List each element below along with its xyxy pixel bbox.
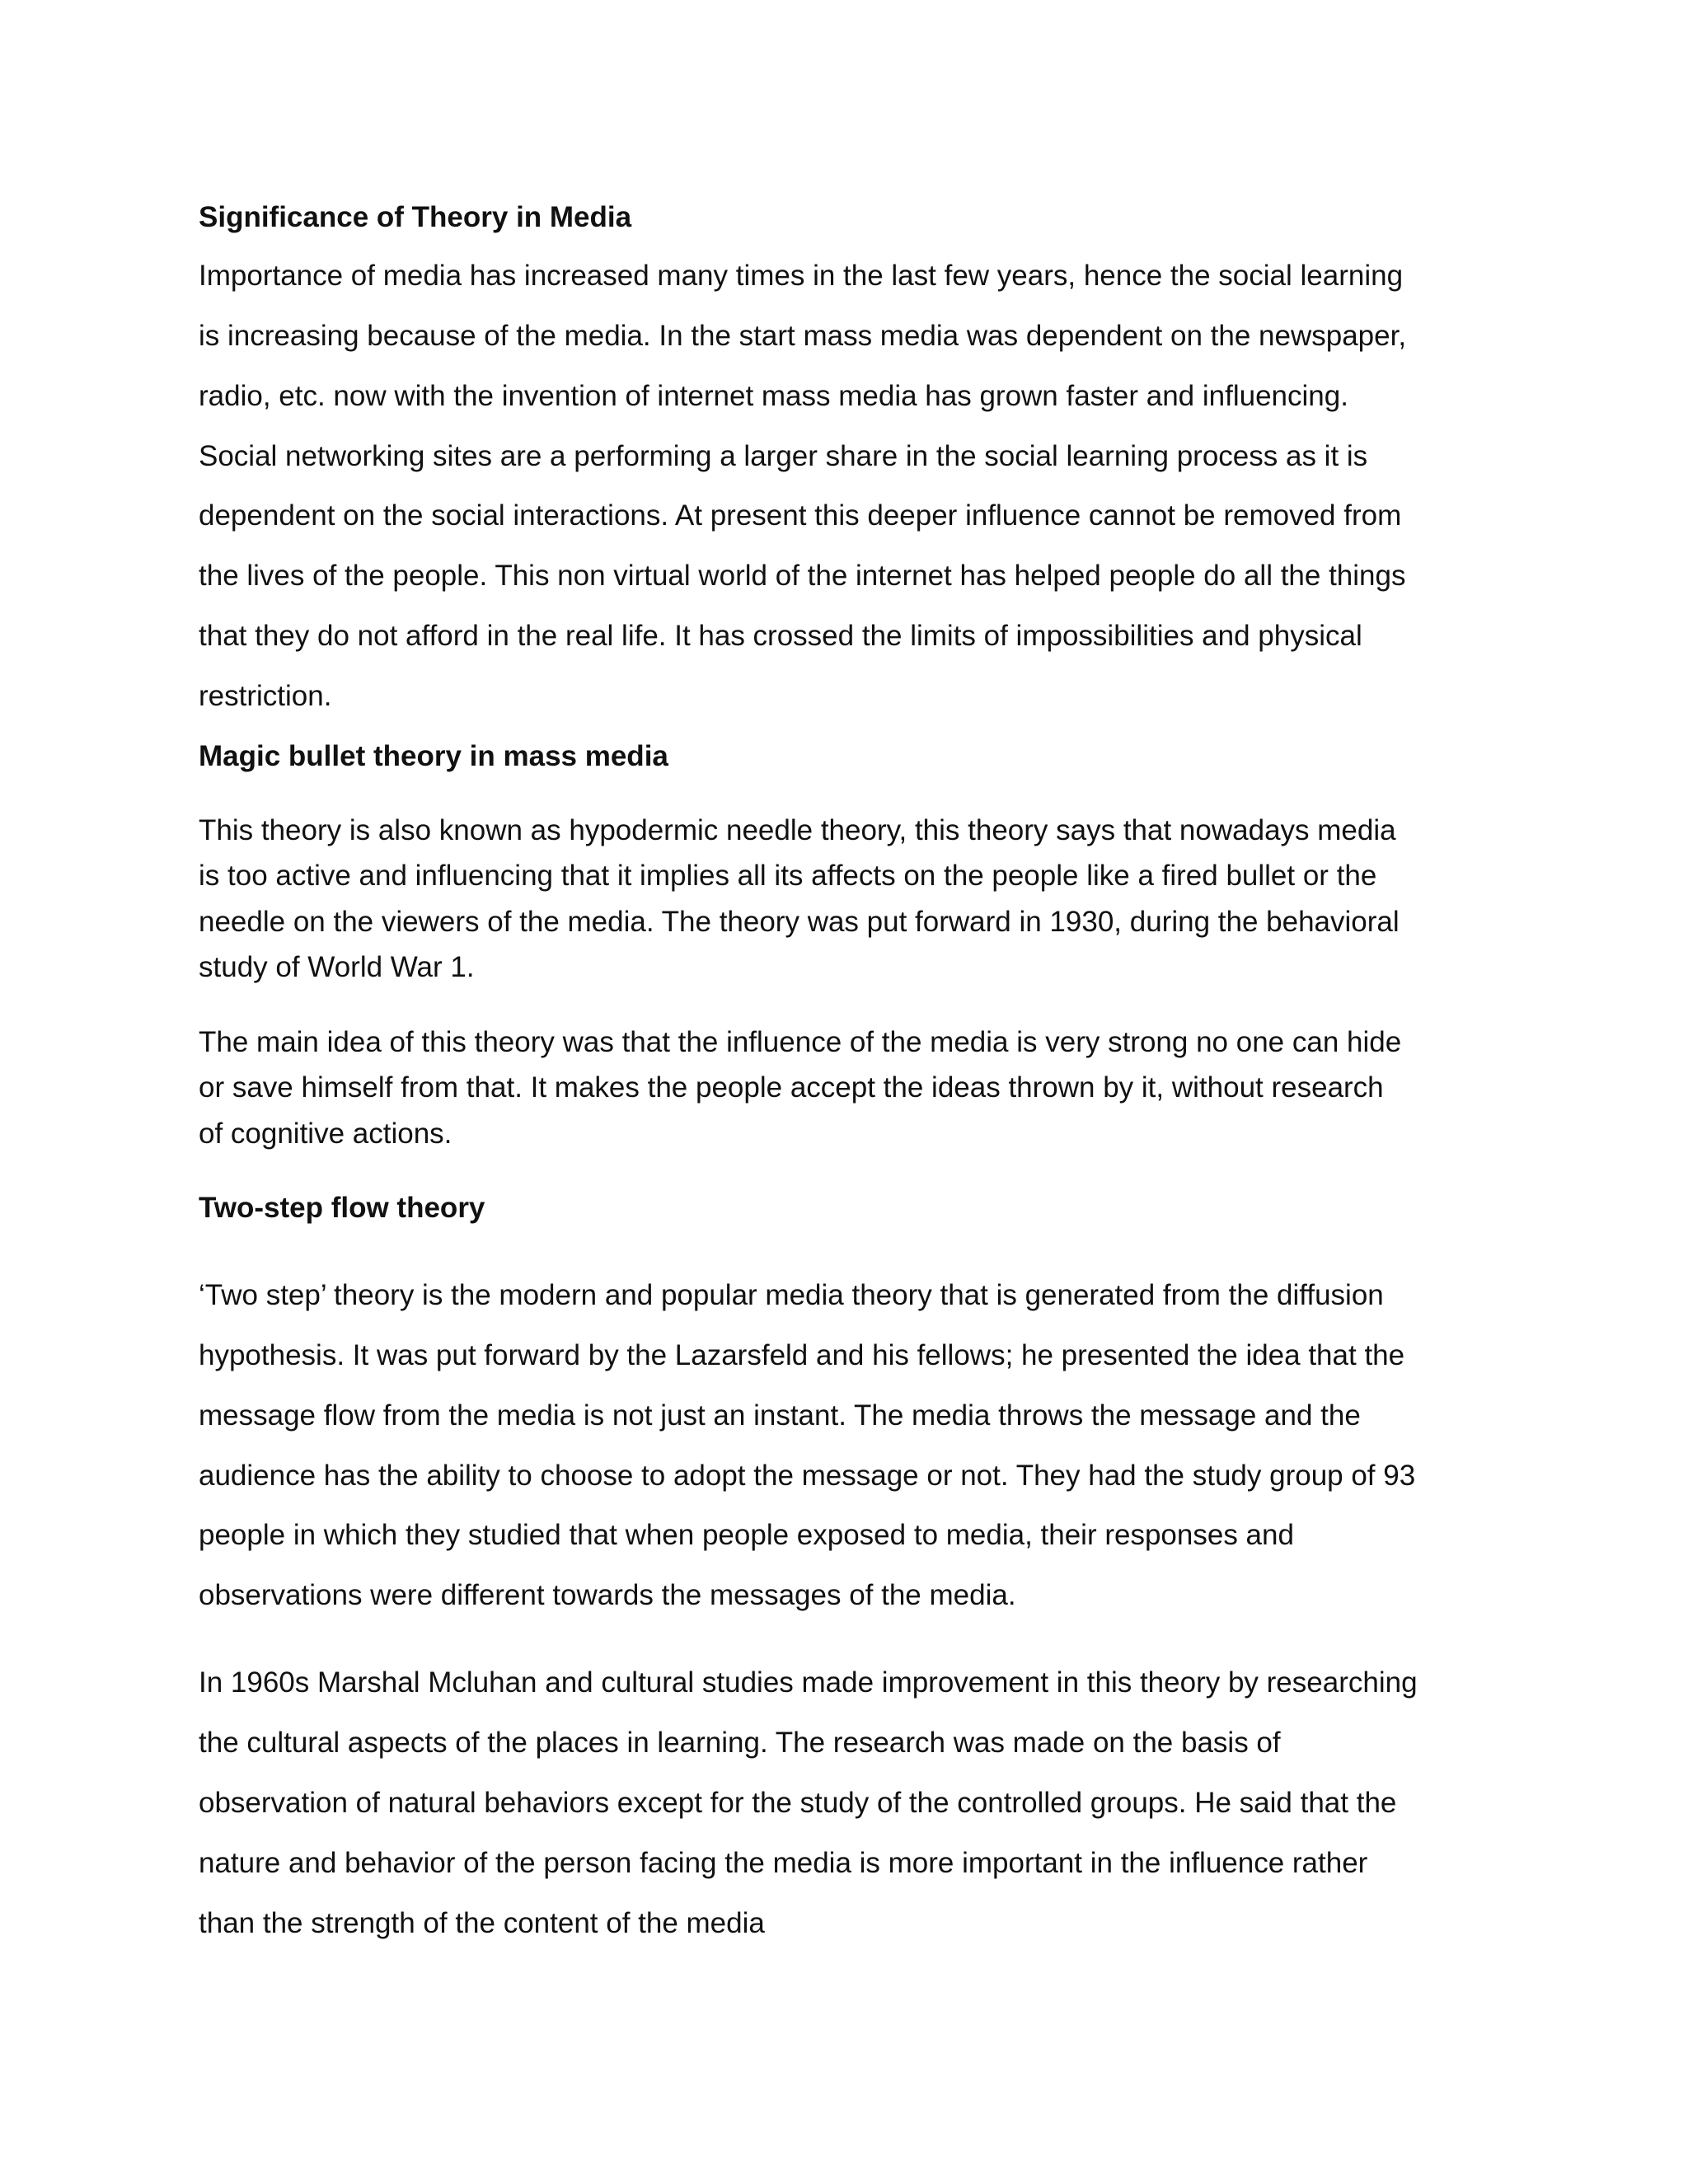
text-line: restriction. (199, 680, 332, 712)
text-line: the cultural aspects of the places in learning. The research was made on the basis of (199, 1727, 1281, 1759)
text-line: than the strength of the content of the media (199, 1907, 765, 1939)
text-line: ‘Two step’ theory is the modern and popular media theory that is generated from the diffusion (199, 1279, 1384, 1311)
text-line: In 1960s Marshal Mcluhan and cultural studies made improvement in this theory by researching (199, 1666, 1418, 1699)
text-line: radio, etc. now with the invention of internet mass media has grown faster and influencing. (199, 380, 1348, 412)
text-line: Social networking sites are a performing a larger share in the social learning process as it is (199, 440, 1368, 472)
text-line: observation of natural behaviors except for the study of the controlled groups. He said that the (199, 1787, 1397, 1819)
text-line: This theory is also known as hypodermic needle theory, this theory says that nowadays media (199, 814, 1396, 846)
text-line: is too active and influencing that it implies all its affects on the people like a fired bullet or the (199, 860, 1377, 892)
text-line: or save himself from that. It makes the people accept the ideas thrown by it, without research (199, 1071, 1384, 1104)
text-line: dependent on the social interactions. At present this deeper influence cannot be removed from (199, 499, 1402, 532)
text-line: Importance of media has increased many times in the last few years, hence the social learning (199, 260, 1404, 292)
text-line: observations were different towards the messages of the media. (199, 1579, 1016, 1611)
text-line: audience has the ability to choose to adopt the message or not. They had the study group of 93 (199, 1460, 1416, 1492)
text-line: The main idea of this theory was that the influence of the media is very strong no one can hide (199, 1026, 1402, 1058)
text-line: hypothesis. It was put forward by the Lazarsfeld and his fellows; he presented the idea that the (199, 1339, 1405, 1371)
text-line: study of World War 1. (199, 951, 475, 983)
text-line: people in which they studied that when people exposed to media, their responses and (199, 1519, 1294, 1551)
text-line: that they do not afford in the real life. It has crossed the limits of impossibilities and physical (199, 620, 1362, 652)
text-line: needle on the viewers of the media. The theory was put forward in 1930, during the behavioral (199, 906, 1400, 938)
text-line: of cognitive actions. (199, 1118, 452, 1150)
text-line: the lives of the people. This non virtual world of the internet has helped people do all the things (199, 560, 1406, 592)
section-heading-two-step: Two-step flow theory (199, 1192, 485, 1224)
text-line: message flow from the media is not just an instant. The media throws the message and the (199, 1399, 1361, 1432)
text-line: is increasing because of the media. In the start mass media was dependent on the newspaper, (199, 320, 1407, 352)
section-heading-magic-bullet: Magic bullet theory in mass media (199, 740, 668, 772)
section-heading-significance: Significance of Theory in Media (199, 201, 632, 233)
text-line: nature and behavior of the person facing the media is more important in the influence rather (199, 1847, 1368, 1879)
